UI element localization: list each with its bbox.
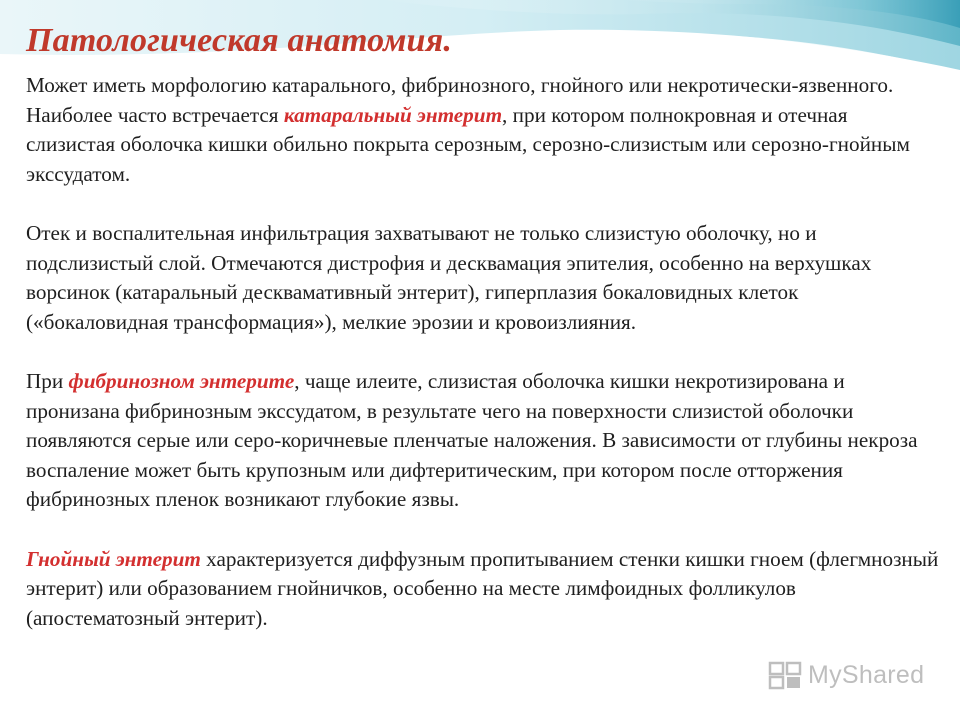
paragraph-1-span-1: Может иметь морфологию катарального, фибринозного, гнойного или некротически-язвенного. Наиболее часто встречается bbox=[26, 73, 894, 127]
paragraph-3-span-1: При bbox=[26, 368, 69, 393]
paragraph-1 bbox=[26, 71, 941, 189]
paragraph-3 bbox=[26, 367, 941, 515]
watermark-text: MyShared bbox=[808, 660, 925, 689]
slide-title: Патологическая анатомия. bbox=[26, 22, 453, 59]
paragraph-2-span-1: Отек и воспалительная инфильтрация захватывают не только слизистую оболочку, но и подслизистый слой. Отмечаются дистрофия и десквамация эпителия, особенно на верхушках ворсинок (катаральный десквамативный энтерит), гиперплазия бокаловидных клеток («бокаловидная трансформация»), мелкие эрозии и кровоизлияния. bbox=[26, 220, 872, 334]
paragraph-4-span-1: характеризуется диффузным пропитыванием стенки кишки гноем (флегмнозный энтерит) или образованием гнойничков, особенно на месте лимфоидных фолликулов (апостематозный энтерит). bbox=[26, 546, 939, 630]
term-fibrinous-enteritis: фибринозном энтерите bbox=[68, 368, 295, 393]
term-purulent-enteritis: Гнойный энтерит bbox=[26, 546, 201, 571]
paragraph-1-span-2: , при котором полнокровная и отечная слизистая оболочка кишки обильно покрыта серозным, серозно-слизистым или серозно-гнойным экссудатом. bbox=[26, 102, 910, 186]
slide-body bbox=[26, 71, 941, 633]
paragraph-3-span-2: , чаще илеите, слизистая оболочка кишки некротизирована и пронизана фибринозным экссудатом, в результате чего на поверхности слизистой оболочки появляются серые или серо-коричневые пленчатые наложения. В зависимости от глубины некроза воспаление может быть крупозным или дифтеритическим, при котором после отторжения фибринозных пленок возникают глубокие язвы. bbox=[26, 368, 918, 512]
paragraph-4 bbox=[26, 545, 941, 634]
myshared-logo-icon bbox=[768, 660, 802, 690]
term-catarrhal-enteritis: катаральный энтерит bbox=[283, 102, 503, 127]
paragraph-2 bbox=[26, 219, 941, 337]
watermark bbox=[768, 657, 928, 693]
